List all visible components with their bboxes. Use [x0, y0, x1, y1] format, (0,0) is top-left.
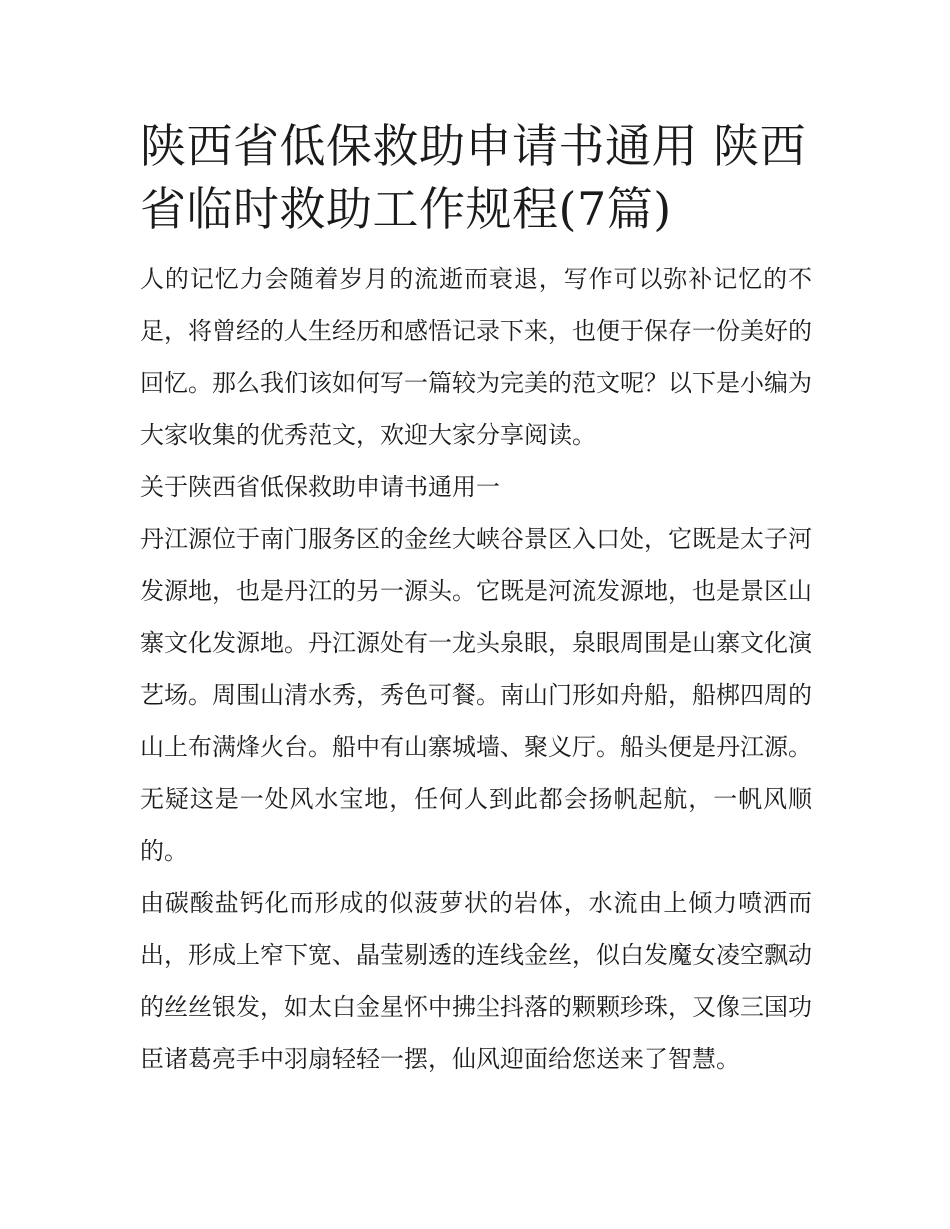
intro-paragraph: 人的记忆力会随着岁月的流逝而衰退，写作可以弥补记忆的不足，将曾经的人生经历和感悟记录下来，也便于保存一份美好的回忆。那么我们该如何写一篇较为完美的范文呢？以下是小编为大家收集的优秀范文，欢迎大家分享阅读。 — [140, 265, 812, 449]
body-paragraph: 丹江源位于南门服务区的金丝大峡谷景区入口处，它既是太子河发源地，也是丹江的另一源头。它既是河流发源地，也是景区山寨文化发源地。丹江源处有一龙头泉眼，泉眼周围是山寨文化演艺场。周围山清水秀，秀色可餐。南山门形如舟船，船梆四周的山上布满烽火台。船中有山寨城墙、聚义厅。船头便是丹江源。无疑这是一处风水宝地，任何人到此都会扬帆起航，一帆风顺的。 — [140, 525, 812, 865]
document-body — [140, 253, 812, 1085]
body-paragraph: 由碳酸盐钙化而形成的似菠萝状的岩体，水流由上倾力喷洒而出，形成上窄下宽、晶莹剔透的连线金丝，似白发魔女凌空飘动的丝丝银发，如太白金星怀中拂尘抖落的颗颗珍珠，又像三国功臣诸葛亮手中羽扇轻轻一摆，仙风迎面给您送来了智慧。 — [140, 889, 812, 1073]
document-content — [140, 115, 812, 1085]
document-title: 陕西省低保救助申请书通用 陕西省临时救助工作规程(7篇) — [140, 119, 807, 236]
section-heading: 关于陕西省低保救助申请书通用一 — [140, 473, 500, 501]
